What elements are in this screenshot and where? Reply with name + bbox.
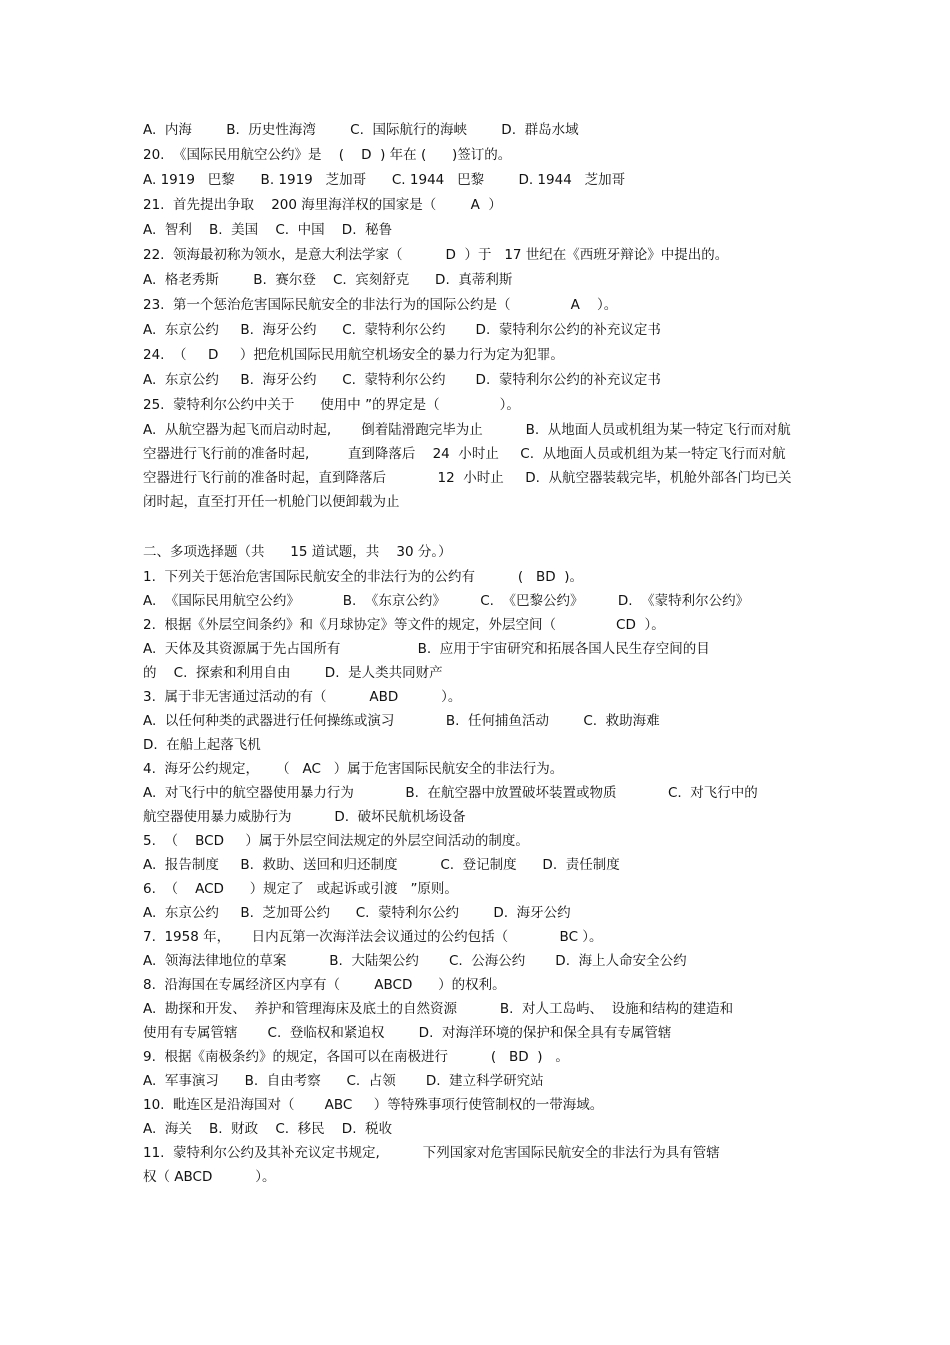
q23-text: 23. 第一个惩治危害国际民航安全的非法行为的国际公约是（ A ）。	[143, 297, 618, 313]
document-body	[143, 118, 803, 1189]
mc-q11-text: 11. 蒙特利尔公约及其补充议定书规定, 下列国家对危害国际民航安全的非法行为具有管辖 权（ ABCD ）。	[143, 1145, 720, 1185]
q21-options: A. 智利 B. 美国 C. 中国 D. 秘鲁	[143, 222, 393, 238]
mc-q9-text: 9. 根据《南极条约》的规定，各国可以在南极进行 ( BD ) 。	[143, 1049, 569, 1065]
q22-text: 22. 领海最初称为领水，是意大利法学家（ D ）于 17 世纪在《西班牙辩论》中提出的。	[143, 247, 729, 263]
mc-q1-text: 1. 下列关于惩治危害国际民航安全的非法行为的公约有 ( BD )。	[143, 569, 584, 585]
mc-q9-options: A. 军事演习 B. 自由考察 C. 占领 D. 建立科学研究站	[143, 1073, 544, 1089]
mc-q2-text: 2. 根据《外层空间条约》和《月球协定》等文件的规定，外层空间（ CD ）。	[143, 617, 665, 633]
q20-options: A. 1919 巴黎 B. 1919 芝加哥 C. 1944 巴黎 D. 1944 芝加哥	[143, 172, 626, 188]
section-gap	[143, 514, 803, 540]
mc-q3-text: 3. 属于非无害通过活动的有（ ABD ）。	[143, 689, 462, 705]
mc-q8-text: 8. 沿海国在专属经济区内享有（ ABCD ）的权利。	[143, 977, 506, 993]
mc-q4-text: 4. 海牙公约规定， （ AC ）属于危害国际民航安全的非法行为。	[143, 761, 564, 777]
mc-q7-text: 7. 1958 年， 日内瓦第一次海洋法会议通过的公约包括（ BC ）。	[143, 929, 603, 945]
q21-text: 21. 首先提出争取 200 海里海洋权的国家是（ A ）	[143, 197, 502, 213]
q25-options: A. 从航空器为起飞而启动时起, 倒着陆滑跑完毕为止 B. 从地面人员或机组为某一特定飞行而对航空器进行飞行前的准备时起, 直到降落后 24 小时止 C. 从地面人员或机组为某一特定飞行而对航空器进行飞行前的准备时起，直到降落后 12 小时止 D. 从航空器装载完毕，机舱外部各门均已关闭时起，直至打开任一机舱门以便卸载为止	[143, 422, 792, 510]
q23-options: A. 东京公约 B. 海牙公约 C. 蒙特利尔公约 D. 蒙特利尔公约的补充议定书	[143, 322, 661, 338]
mc-q10-options: A. 海关 B. 财政 C. 移民 D. 税收	[143, 1121, 393, 1137]
mc-q10-text: 10. 毗连区是沿海国对（ ABC ）等特殊事项行使管制权的一带海域。	[143, 1097, 604, 1113]
mc-q1-options: A. 《国际民用航空公约》 B. 《东京公约》 C. 《巴黎公约》 D. 《蒙特利尔公约》	[143, 593, 750, 609]
mc-q4-options: A. 对飞行中的航空器使用暴力行为 B. 在航空器中放置破坏装置或物质 C. 对飞行中的 航空器使用暴力威胁行为 D. 破坏民航机场设备	[143, 785, 758, 825]
q22-options: A. 格老秀斯 B. 赛尔登 C. 宾刻舒克 D. 真蒂利斯	[143, 272, 513, 288]
q25-text: 25. 蒙特利尔公约中关于 使用中 ”的界定是（ ）。	[143, 397, 520, 413]
q24-options: A. 东京公约 B. 海牙公约 C. 蒙特利尔公约 D. 蒙特利尔公约的补充议定书	[143, 372, 661, 388]
mc-q7-options: A. 领海法律地位的草案 B. 大陆架公约 C. 公海公约 D. 海上人命安全公约	[143, 953, 687, 969]
q19-options: A. 内海 B. 历史性海湾 C. 国际航行的海峡 D. 群岛水域	[143, 122, 579, 138]
mc-q3-options: A. 以任何种类的武器进行任何操练或演习 B. 任何捕鱼活动 C. 救助海难 D. 在船上起落飞机	[143, 713, 660, 753]
mc-q6-text: 6. （ ACD ）规定了 或起诉或引渡 ”原则。	[143, 881, 458, 897]
q20-text: 20. 《国际民用航空公约》是 ( D ) 年在 ( )签订的。	[143, 147, 512, 163]
mc-q2-options: A. 天体及其资源属于先占国所有 B. 应用于宇宙研究和拓展各国人民生存空间的目 的 C. 探索和利用自由 D. 是人类共同财产	[143, 641, 710, 681]
mc-q8-options: A. 勘探和开发、 养护和管理海床及底土的自然资源 B. 对人工岛屿、 设施和结构的建造和 使用有专属管辖 C. 登临权和紧追权 D. 对海洋环境的保护和保全具有专属管辖	[143, 1001, 734, 1041]
q24-text: 24. （ D ）把危机国际民用航空机场安全的暴力行为定为犯罪。	[143, 347, 564, 363]
mc-q5-text: 5. （ BCD ）属于外层空间法规定的外层空间活动的制度。	[143, 833, 529, 849]
section-2-title: 二、多项选择题（共 15 道试题，共 30 分。）	[143, 544, 452, 560]
mc-q6-options: A. 东京公约 B. 芝加哥公约 C. 蒙特利尔公约 D. 海牙公约	[143, 905, 571, 921]
mc-q5-options: A. 报告制度 B. 救助、送回和归还制度 C. 登记制度 D. 责任制度	[143, 857, 620, 873]
